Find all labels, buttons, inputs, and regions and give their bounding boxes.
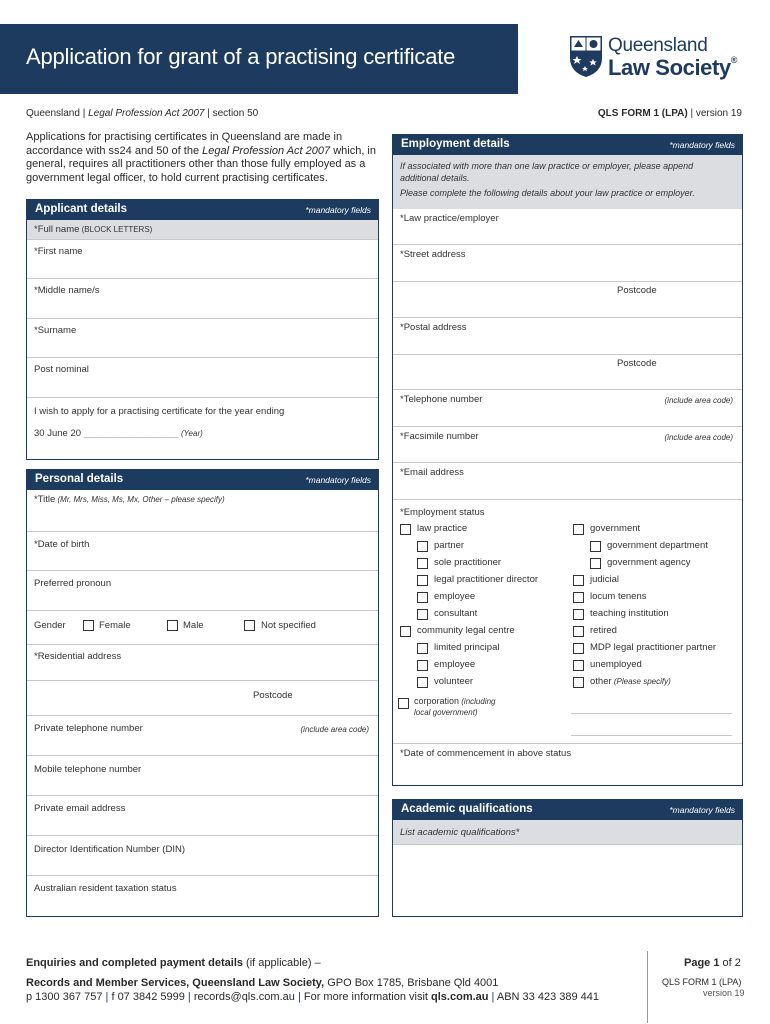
gender-female-checkbox[interactable] bbox=[83, 620, 94, 631]
private-email-field[interactable]: Private email address bbox=[27, 796, 378, 836]
postcode-label: Postcode bbox=[617, 358, 657, 369]
status-right-3-label: judicial bbox=[590, 574, 620, 585]
academic-qualifications-input[interactable] bbox=[393, 845, 742, 915]
status-right-0-label: government bbox=[590, 523, 641, 534]
status-left-2-checkbox[interactable] bbox=[417, 558, 428, 569]
employment-details-title: Employment details bbox=[401, 138, 510, 150]
corporation-label: corporation (including bbox=[414, 696, 496, 706]
status-right-9-label: other (Please specify) bbox=[590, 676, 671, 687]
footer-enquiries: Enquiries and completed payment details (if applicable) – bbox=[26, 957, 321, 969]
status-left-7-label: limited principal bbox=[434, 642, 500, 653]
employment-notes: If associated with more than one law practice or employer, please append additional details. Please complete the following details about your law practice or employer. bbox=[393, 155, 742, 209]
other-specify-line-2[interactable] bbox=[571, 735, 732, 736]
mandatory-note: *mandatory fields bbox=[669, 805, 735, 815]
crest-icon bbox=[568, 34, 604, 78]
law-practice-field[interactable]: *Law practice/employer bbox=[393, 209, 742, 245]
status-right-7-label: MDP legal practitioner partner bbox=[590, 642, 717, 653]
status-right-1-label: government department bbox=[607, 540, 708, 551]
street-address-field[interactable]: *Street address Postcode bbox=[393, 245, 742, 318]
personal-details-header bbox=[27, 470, 378, 490]
status-left-1-label: partner bbox=[434, 540, 465, 551]
status-left-5-label: consultant bbox=[434, 608, 478, 619]
status-right-7-checkbox[interactable] bbox=[573, 643, 584, 654]
status-right-1-checkbox[interactable] bbox=[590, 541, 601, 552]
private-telephone-field[interactable]: Private telephone number (include area code) bbox=[27, 716, 378, 756]
act-reference: Queensland | Legal Profession Act 2007 | section 50 bbox=[26, 108, 259, 119]
footer-fax: f 07 3842 5999 bbox=[111, 991, 185, 1003]
mandatory-note: *mandatory fields bbox=[669, 140, 735, 150]
logo-text-queensland: Queensland bbox=[608, 35, 708, 56]
status-left-6-label: community legal centre bbox=[417, 625, 515, 636]
postcode-divider bbox=[393, 281, 742, 282]
date-of-birth-field[interactable]: *Date of birth bbox=[27, 532, 378, 571]
postcode-label: Postcode bbox=[253, 690, 293, 701]
form-version: QLS FORM 1 (LPA) | version 19 bbox=[597, 108, 742, 119]
status-left-8-label: employee bbox=[434, 659, 476, 670]
telephone-field[interactable]: *Telephone number (include area code) bbox=[393, 390, 742, 427]
footer-divider bbox=[647, 951, 648, 1023]
status-right-8-checkbox[interactable] bbox=[573, 660, 584, 671]
applicant-details-header bbox=[27, 200, 378, 220]
gender-male-label: Male bbox=[183, 620, 204, 631]
status-right-5-label: teaching institution bbox=[590, 608, 669, 619]
logo-text-law-society: Law Society® bbox=[608, 55, 737, 80]
middle-name-field[interactable]: *Middle name/s bbox=[27, 279, 378, 319]
first-name-field[interactable]: *First name bbox=[27, 240, 378, 279]
status-right-8-label: unemployed bbox=[590, 659, 642, 670]
post-nominal-field[interactable]: Post nominal bbox=[27, 358, 378, 398]
status-right-4-label: locum tenens bbox=[590, 591, 647, 602]
status-left-5-checkbox[interactable] bbox=[417, 609, 428, 620]
title-banner bbox=[0, 24, 518, 94]
status-left-7-checkbox[interactable] bbox=[417, 643, 428, 654]
status-right-9-checkbox[interactable] bbox=[573, 677, 584, 688]
status-left-1-checkbox[interactable] bbox=[417, 541, 428, 552]
residential-address-field[interactable]: *Residential address Postcode bbox=[27, 645, 378, 716]
status-left-2-label: sole practitioner bbox=[434, 557, 502, 568]
email-field[interactable]: *Email address bbox=[393, 463, 742, 500]
status-right-4-checkbox[interactable] bbox=[573, 592, 584, 603]
din-field[interactable]: Director Identification Number (DIN) bbox=[27, 836, 378, 876]
status-left-3-checkbox[interactable] bbox=[417, 575, 428, 586]
status-right-6-label: retired bbox=[590, 625, 617, 636]
mandatory-note: *mandatory fields bbox=[305, 475, 371, 485]
page-number: Page 1 of 2 bbox=[684, 957, 741, 969]
personal-details-title: Personal details bbox=[35, 473, 124, 485]
certificate-year-field[interactable]: I wish to apply for a practising certificate for the year ending 30 June 20 __________________ (Year) bbox=[34, 406, 285, 439]
status-right-2-label: government agency bbox=[607, 557, 691, 568]
tax-status-field[interactable]: Australian resident taxation status bbox=[34, 883, 177, 894]
gender-not-specified-label: Not specified bbox=[261, 620, 316, 631]
academic-qualifications-panel bbox=[392, 799, 743, 917]
footer-address: Records and Member Services, Queensland Law Society, GPO Box 1785, Brisbane Qld 4001 bbox=[26, 977, 499, 989]
status-left-6-checkbox[interactable] bbox=[400, 626, 411, 637]
footer-version: version 19 bbox=[703, 988, 745, 998]
corporation-hint: local government) bbox=[414, 708, 478, 717]
footer-phone: p 1300 367 757 bbox=[26, 991, 103, 1003]
intro-paragraph: Applications for practising certificates in Queensland are made in accordance with ss24 and 50 of the Legal Profession Act 2007 which, in general, requires all practitioners other than those fully employed as a government legal officer, to hold current practising certificates. bbox=[26, 131, 376, 184]
applicant-details-title: Applicant details bbox=[35, 203, 128, 215]
postcode-divider bbox=[393, 354, 742, 355]
status-left-9-label: volunteer bbox=[434, 676, 474, 687]
status-right-5-checkbox[interactable] bbox=[573, 609, 584, 620]
postcode-divider bbox=[27, 680, 378, 681]
personal-details-panel bbox=[26, 469, 379, 917]
gender-not-specified-checkbox[interactable] bbox=[244, 620, 255, 631]
registered-mark: ® bbox=[730, 55, 737, 65]
mandatory-note: *mandatory fields bbox=[305, 205, 371, 215]
employment-details-header bbox=[393, 135, 742, 155]
preferred-pronoun-field[interactable]: Preferred pronoun bbox=[27, 571, 378, 611]
gender-field: Gender Female Male Not specified bbox=[27, 611, 378, 645]
title-field[interactable]: *Title (Mr, Mrs, Miss, Ms, Mx, Other – please specify) bbox=[27, 490, 378, 532]
employment-details-panel bbox=[392, 134, 743, 786]
footer-email-link[interactable]: records@qls.com.au bbox=[193, 991, 295, 1003]
postcode-label: Postcode bbox=[617, 285, 657, 296]
status-left-9-checkbox[interactable] bbox=[417, 677, 428, 688]
gender-male-checkbox[interactable] bbox=[167, 620, 178, 631]
applicant-details-panel bbox=[26, 199, 379, 460]
employment-status-field: *Employment status law practice partner sole practitioner legal practitioner director employee consultant community legal centre limited principal employee volunteer government government department government agency judicial locum tenens teaching institution retired MDP legal practitioner partner unemployed other (Please specify) corporation (including local government) bbox=[393, 500, 742, 744]
surname-field[interactable]: *Surname bbox=[27, 319, 378, 358]
status-left-4-label: employee bbox=[434, 591, 476, 602]
status-left-3-label: legal practitioner director bbox=[434, 574, 539, 585]
gender-female-label: Female bbox=[99, 620, 131, 631]
status-right-2-checkbox[interactable] bbox=[590, 558, 601, 569]
footer-form-code: QLS FORM 1 (LPA) bbox=[662, 977, 742, 987]
status-left-8-checkbox[interactable] bbox=[417, 660, 428, 671]
facsimile-field[interactable]: *Facsimile number (include area code) bbox=[393, 427, 742, 463]
status-left-0-checkbox[interactable] bbox=[400, 524, 411, 535]
page-title: Application for grant of a practising certificate bbox=[26, 44, 456, 69]
status-left-0-label: law practice bbox=[417, 523, 468, 534]
mobile-telephone-field[interactable]: Mobile telephone number bbox=[27, 756, 378, 796]
postal-address-field[interactable]: *Postal address Postcode bbox=[393, 318, 742, 390]
status-left-4-checkbox[interactable] bbox=[417, 592, 428, 603]
corporation-checkbox[interactable] bbox=[398, 698, 409, 709]
qls-logo bbox=[568, 34, 758, 80]
status-right-0-checkbox[interactable] bbox=[573, 524, 584, 535]
other-specify-line[interactable] bbox=[571, 713, 732, 714]
commencement-date-field[interactable]: *Date of commencement in above status bbox=[400, 748, 572, 759]
academic-qualifications-header bbox=[393, 800, 742, 820]
footer-abn: ABN 33 423 389 441 bbox=[496, 991, 600, 1003]
academic-list-label-row: List academic qualifications* bbox=[393, 820, 742, 845]
footer-contacts: p 1300 367 757 | f 07 3842 5999 | records@qls.com.au | For more information visit qls.com.au | ABN 33 423 389 441 bbox=[26, 991, 600, 1003]
academic-qualifications-title: Academic qualifications bbox=[401, 803, 533, 815]
status-right-6-checkbox[interactable] bbox=[573, 626, 584, 637]
status-right-3-checkbox[interactable] bbox=[573, 575, 584, 586]
footer-website-link[interactable]: qls.com.au bbox=[431, 991, 489, 1003]
full-name-row: *Full name (BLOCK LETTERS) bbox=[27, 220, 378, 240]
